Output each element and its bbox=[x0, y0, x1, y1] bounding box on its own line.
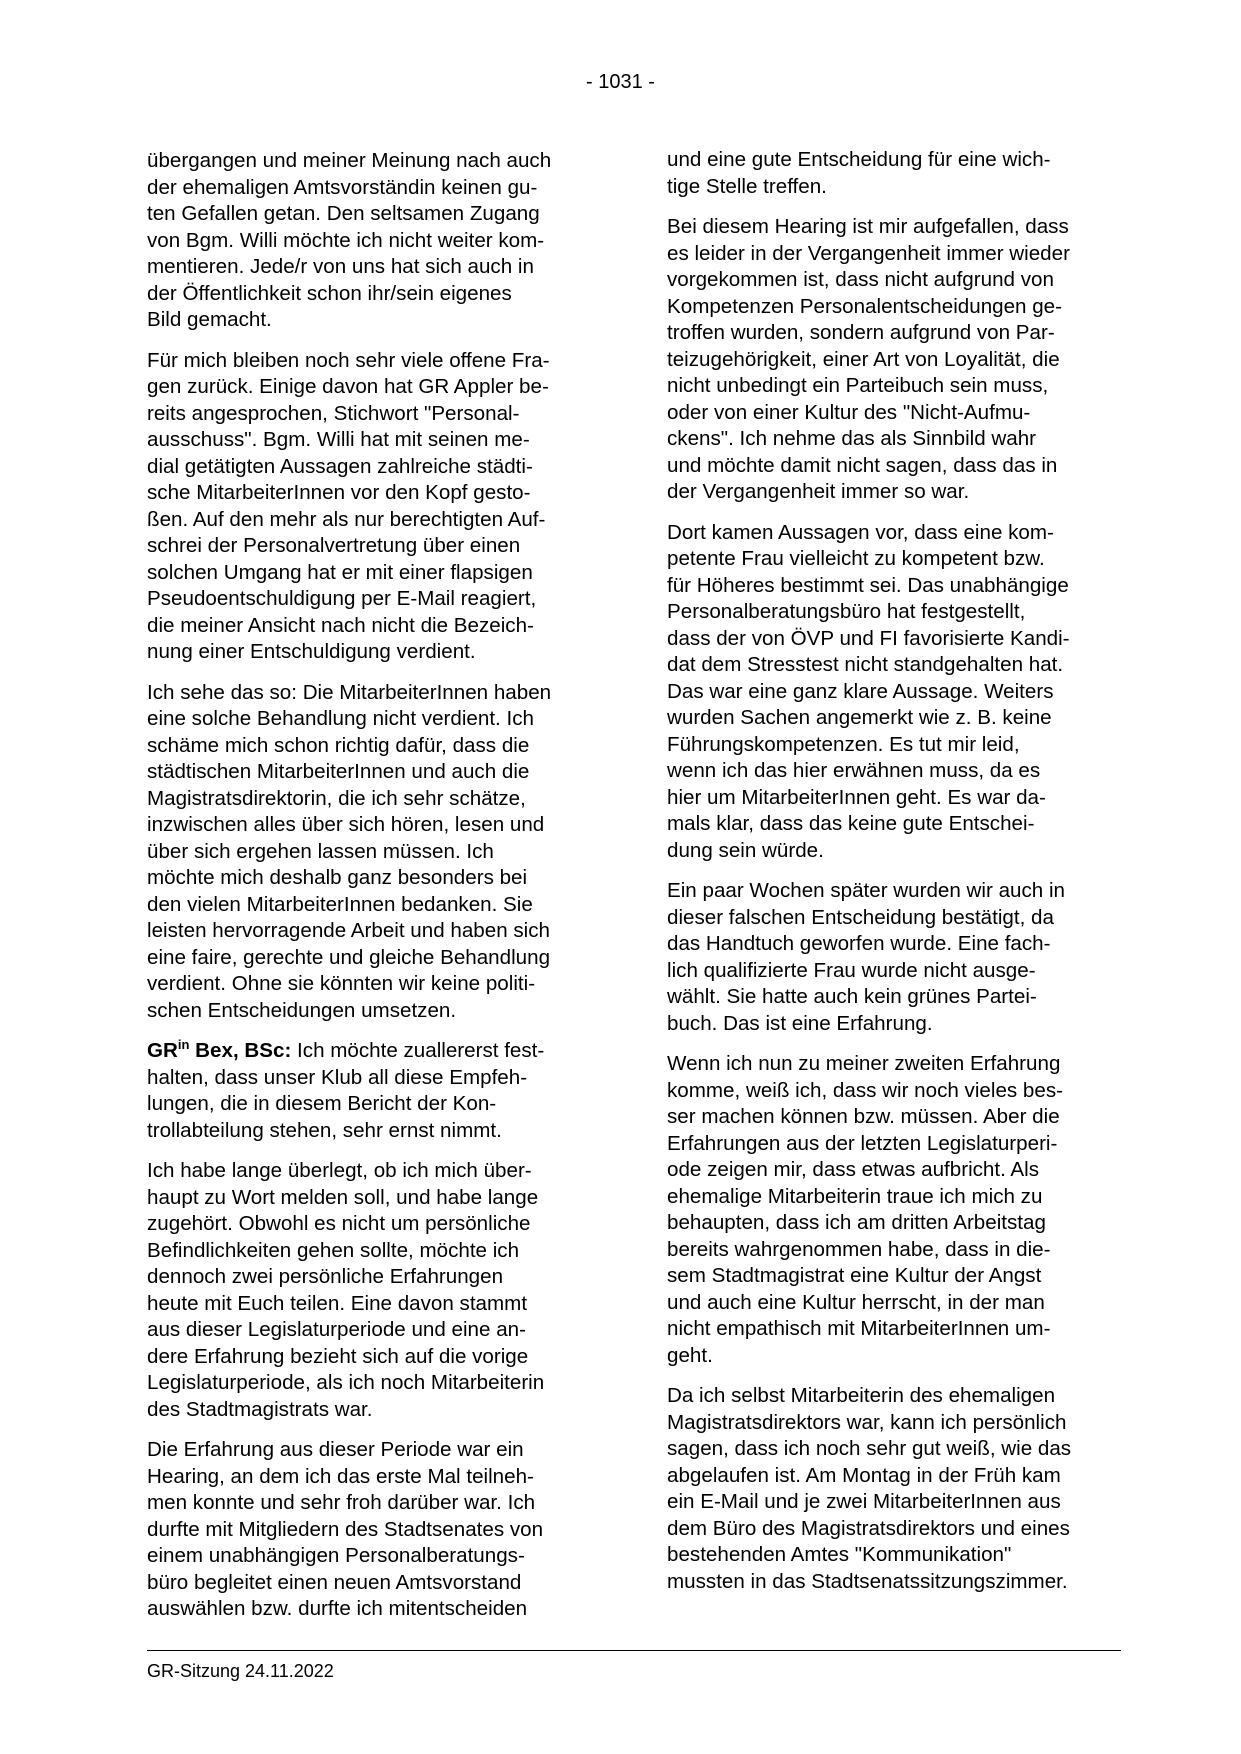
text-line: leisten hervorragende Arbeit und haben sich bbox=[147, 919, 550, 942]
text-line: solchen Umgang hat er mit einer flapsigen bbox=[147, 560, 533, 584]
text-line: über sich ergehen lassen müssen. Ich bbox=[147, 839, 494, 863]
text-line: ckens". Ich nehme das als Sinnbild wahr bbox=[667, 427, 1037, 450]
text-line: der Öffentlichkeit schon ihr/sein eigenes bbox=[147, 281, 512, 305]
text-line: buch. Das ist eine Erfahrung. bbox=[667, 1011, 933, 1035]
text-line: büro begleitet einen neuen Amtsvorstand bbox=[147, 1570, 522, 1594]
text-line: lich qualifizierte Frau wurde nicht ausge- bbox=[667, 958, 1036, 982]
text-line: Ein paar Wochen später wurden wir auch in bbox=[667, 879, 1065, 902]
left-column bbox=[147, 148, 603, 1637]
text-line: nicht empathisch mit MitarbeiterInnen um- bbox=[667, 1317, 1051, 1340]
text-line: des Stadtmagistrats war. bbox=[147, 1397, 373, 1421]
paragraph bbox=[667, 878, 1129, 1037]
text-line: Befindlichkeiten gehen sollte, möchte ich bbox=[147, 1238, 520, 1262]
text-line: Ich sehe das so: Die MitarbeiterInnen haben bbox=[147, 680, 552, 704]
text-line: bereits wahrgenommen habe, dass in die- bbox=[667, 1237, 1051, 1261]
text-line: wählt. Sie hatte auch kein grünes Partei- bbox=[667, 985, 1037, 1008]
text-line: ein E-Mail und je zwei MitarbeiterInnen aus bbox=[667, 1490, 1061, 1513]
text-line: trollabteilung stehen, sehr ernst nimmt. bbox=[147, 1118, 502, 1142]
text-line: wurden Sachen angemerkt wie z. B. keine bbox=[667, 706, 1052, 729]
text-line: es leider in der Vergangenheit immer wieder bbox=[667, 241, 1070, 265]
text-line: dat dem Stresstest nicht standgehalten hat. bbox=[667, 653, 1064, 676]
text-line: Für mich bleiben noch sehr viele offene Fra- bbox=[147, 348, 550, 372]
text-line: Führungskompetenzen. Es tut mir leid, bbox=[667, 732, 1020, 756]
text-line: Wenn ich nun zu meiner zweiten Erfahrung bbox=[667, 1052, 1061, 1075]
text-line: eine solche Behandlung nicht verdient. Ich bbox=[147, 707, 534, 730]
footer-session-date: GR-Sitzung 24.11.2022 bbox=[147, 1661, 334, 1681]
text-line: die meiner Ansicht nach nicht die Bezeich- bbox=[147, 613, 534, 637]
paragraph bbox=[147, 680, 603, 1025]
paragraph bbox=[147, 148, 603, 334]
text-line: ser machen können bzw. müssen. Aber die bbox=[667, 1105, 1060, 1128]
text-line: Pseudoentschuldigung per E-Mail reagiert, bbox=[147, 587, 537, 610]
text-line: Das war eine ganz klare Aussage. Weiters bbox=[667, 679, 1054, 703]
text-line: Ich habe lange überlegt, ob ich mich über- bbox=[147, 1159, 532, 1182]
text-line: verdient. Ohne sie könnten wir keine politi- bbox=[147, 972, 536, 995]
text-line: Personalberatungsbüro hat festgestellt, bbox=[667, 600, 1026, 623]
text-line: dennoch zwei persönliche Erfahrungen bbox=[147, 1265, 504, 1288]
text-line: halten, dass unser Klub all diese Empfeh- bbox=[147, 1065, 528, 1089]
text-line: Hearing, an dem ich das erste Mal teilneh- bbox=[147, 1464, 534, 1488]
text-line: tige Stelle treffen. bbox=[667, 174, 827, 198]
text-line: mentieren. Jede/r von uns hat sich auch in bbox=[147, 255, 534, 278]
text-line: behaupten, dass ich am dritten Arbeitstag bbox=[667, 1211, 1046, 1234]
text-line: für Höheres bestimmt sei. Das unabhängige bbox=[667, 573, 1069, 597]
text-line: der Vergangenheit immer so war. bbox=[667, 480, 970, 503]
text-line: sem Stadtmagistrat eine Kultur der Angst bbox=[667, 1264, 1042, 1287]
text-line: Die Erfahrung aus dieser Periode war ein bbox=[147, 1438, 524, 1461]
text-line: von Bgm. Willi möchte ich nicht weiter kom- bbox=[147, 228, 545, 252]
text-line: und eine gute Entscheidung für eine wich- bbox=[667, 148, 1051, 171]
text-line: ten Gefallen getan. Den seltsamen Zugang bbox=[147, 202, 540, 225]
text-line: aus dieser Legislaturperiode und eine an- bbox=[147, 1318, 526, 1341]
text-line: möchte mich deshalb ganz besonders bei bbox=[147, 866, 528, 889]
text-line: schen Entscheidungen umsetzen. bbox=[147, 998, 457, 1022]
text-line: dere Erfahrung bezieht sich auf die vorige bbox=[147, 1344, 529, 1368]
text-line: teizugehörigkeit, einer Art von Loyalität, die bbox=[667, 347, 1060, 371]
text-line: wenn ich das hier erwähnen muss, da es bbox=[667, 759, 1041, 782]
text-line: dem Büro des Magistratsdirektors und eines bbox=[667, 1516, 1070, 1540]
text-line: dial getätigten Aussagen zahlreiche städti- bbox=[147, 454, 533, 478]
text-line: städtischen MitarbeiterInnen und auch die bbox=[147, 760, 530, 783]
text-line: Dort kamen Aussagen vor, dass eine kom- bbox=[667, 520, 1054, 544]
text-line: Da ich selbst Mitarbeiterin des ehemaligen bbox=[667, 1384, 1056, 1407]
text-line: inzwischen alles über sich hören, lesen und bbox=[147, 813, 545, 836]
speaker-line bbox=[147, 1038, 603, 1065]
text-line: Erfahrungen aus der letzten Legislaturperi- bbox=[667, 1131, 1058, 1155]
page-number: - 1031 - bbox=[586, 71, 655, 93]
text-line: nung einer Entschuldigung verdient. bbox=[147, 640, 476, 663]
text-line: ehemalige Mitarbeiterin traue ich mich zu bbox=[667, 1184, 1043, 1208]
text-line: lungen, die in diesem Bericht der Kon- bbox=[147, 1092, 497, 1115]
text-line: dung sein würde. bbox=[667, 838, 824, 862]
paragraph bbox=[667, 520, 1129, 865]
text-line: mussten in das Stadtsenatssitzungszimmer. bbox=[667, 1569, 1068, 1593]
text-line: und möchte damit nicht sagen, dass das in bbox=[667, 453, 1058, 477]
text-line: haupt zu Wort melden soll, und habe lange bbox=[147, 1185, 539, 1209]
text-line: sche MitarbeiterInnen vor den Kopf gesto- bbox=[147, 481, 531, 504]
paragraph bbox=[667, 1383, 1129, 1595]
text-line: dass der von ÖVP und FI favorisierte Kandi- bbox=[667, 626, 1070, 650]
text-line: men konnte und sehr froh darüber war. Ich bbox=[147, 1491, 536, 1514]
right-column bbox=[667, 147, 1129, 1609]
speaker-text: Ich möchte zuallererst fest- bbox=[291, 1039, 545, 1062]
text-line: ausschuss". Bgm. Willi hat mit seinen me- bbox=[147, 428, 530, 451]
text-line: eine faire, gerechte und gleiche Behandlung bbox=[147, 945, 551, 969]
text-line: Bei diesem Hearing ist mir aufgefallen, dass bbox=[667, 215, 1069, 238]
text-line: sagen, dass ich noch sehr gut weiß, wie das bbox=[667, 1437, 1072, 1460]
text-line: ode zeigen mir, dass etwas aufbricht. Als bbox=[667, 1158, 1040, 1181]
text-line: schrei der Personalvertretung über einen bbox=[147, 534, 521, 557]
paragraph-continuation bbox=[147, 1065, 603, 1145]
text-line: gen zurück. Einige davon hat GR Appler be- bbox=[147, 375, 549, 398]
text-line: dieser falschen Entscheidung bestätigt, da bbox=[667, 905, 1054, 929]
paragraph bbox=[147, 348, 603, 666]
text-line: einem unabhängigen Personalberatungs- bbox=[147, 1544, 525, 1567]
text-line: petente Frau vielleicht zu kompetent bzw. bbox=[667, 547, 1045, 570]
text-line: Kompetenzen Personalentscheidungen ge- bbox=[667, 294, 1062, 318]
text-line: übergangen und meiner Meinung nach auch bbox=[147, 149, 552, 172]
footer-divider bbox=[147, 1650, 1121, 1651]
paragraph bbox=[667, 1051, 1129, 1369]
speaker-name: $GR^{in}$ Bex, BSc: bbox=[147, 1037, 292, 1062]
text-line: troffen wurden, sondern aufgrund von Par- bbox=[667, 321, 1055, 344]
text-line: Bild gemacht. bbox=[147, 308, 272, 331]
text-line: den vielen MitarbeiterInnen bedanken. Sie bbox=[147, 892, 533, 916]
text-line: geht. bbox=[667, 1343, 713, 1367]
text-line: schäme mich schon richtig dafür, dass die bbox=[147, 733, 530, 757]
text-line: Magistratsdirektorin, die ich sehr schätze, bbox=[147, 786, 526, 810]
text-line: Magistratsdirektors war, kann ich persönlich bbox=[667, 1410, 1067, 1434]
text-line: komme, weiß ich, dass wir noch vieles bes- bbox=[667, 1078, 1063, 1102]
text-line: heute mit Euch teilen. Eine davon stammt bbox=[147, 1291, 528, 1315]
text-line: auswählen bzw. durfte ich mitentscheiden bbox=[147, 1597, 528, 1620]
text-line: durfte mit Mitgliedern des Stadtsenates von bbox=[147, 1517, 544, 1541]
text-line: und auch eine Kultur herrscht, in der man bbox=[667, 1290, 1045, 1314]
text-line: zugehört. Obwohl es nicht um persönliche bbox=[147, 1212, 531, 1235]
text-line: der ehemaligen Amtsvorständin keinen gu- bbox=[147, 175, 538, 199]
text-line: das Handtuch geworfen wurde. Eine fach- bbox=[667, 932, 1051, 955]
paragraph bbox=[147, 1158, 603, 1423]
text-line: ßen. Auf den mehr als nur berechtigten Auf- bbox=[147, 507, 546, 531]
text-line: nicht unbedingt ein Parteibuch sein muss, bbox=[667, 374, 1049, 397]
text-line: bestehenden Amtes "Kommunikation" bbox=[667, 1543, 1012, 1566]
text-line: mals klar, dass das keine gute Entschei- bbox=[667, 812, 1035, 835]
speaker-paragraph bbox=[147, 1038, 603, 1144]
paragraph bbox=[147, 1437, 603, 1623]
text-line: hier um MitarbeiterInnen geht. Es war da- bbox=[667, 785, 1046, 809]
text-line: oder von einer Kultur des "Nicht-Aufmu- bbox=[667, 400, 1031, 424]
text-line: reits angesprochen, Stichwort "Personal- bbox=[147, 401, 520, 425]
paragraph bbox=[667, 147, 1129, 200]
text-line: Legislaturperiode, als ich noch Mitarbeiterin bbox=[147, 1371, 545, 1394]
text-line: abgelaufen ist. Am Montag in der Früh kam bbox=[667, 1463, 1061, 1487]
paragraph bbox=[667, 214, 1129, 506]
text-line: vorgekommen ist, dass nicht aufgrund von bbox=[667, 268, 1054, 291]
